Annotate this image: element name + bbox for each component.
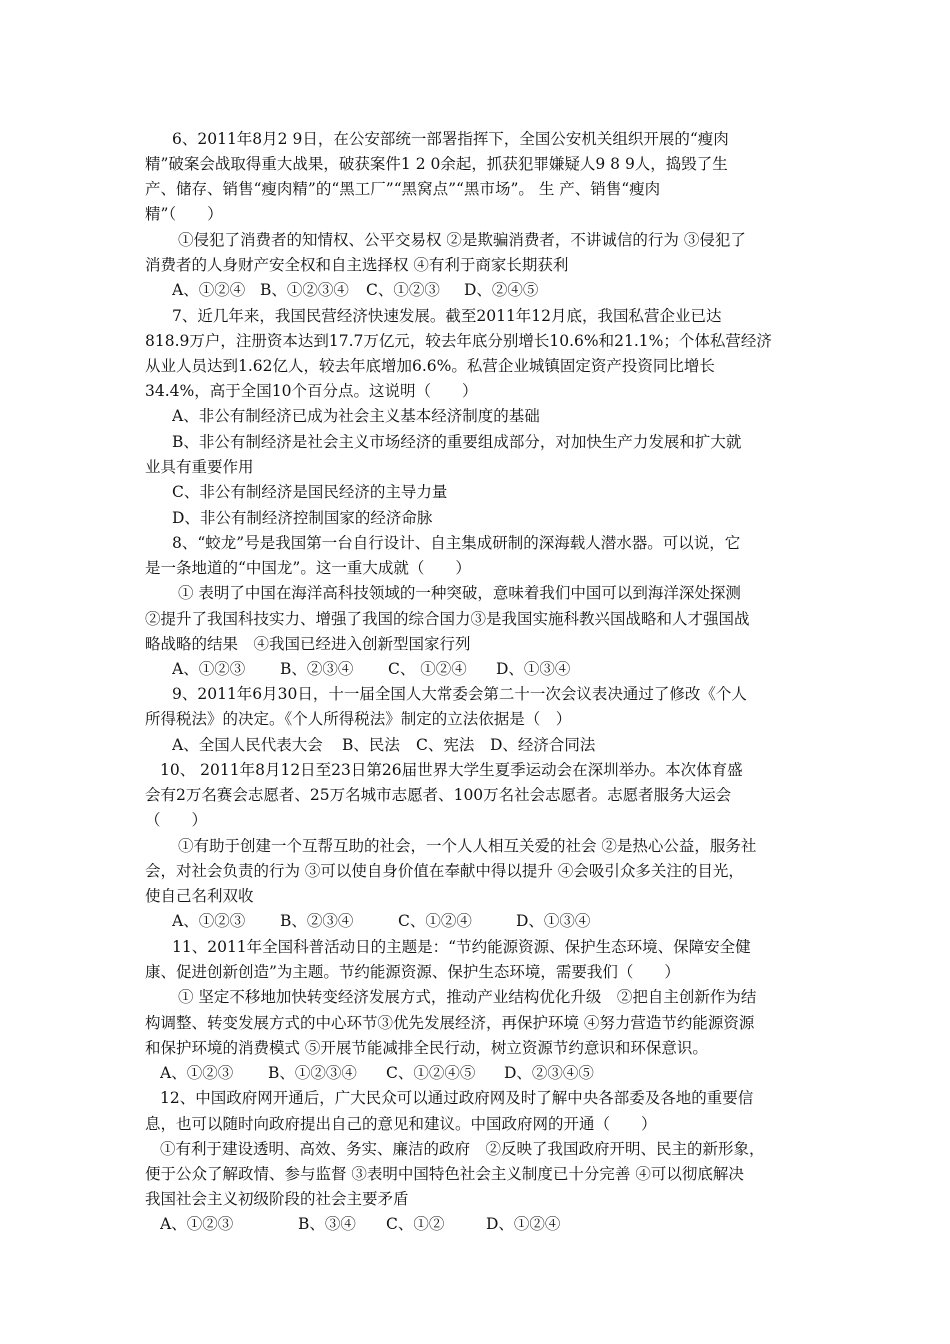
- q12-option-d: D、①②④: [486, 1215, 561, 1233]
- q10-line-6: 使自己名利双收: [145, 887, 254, 905]
- q12-options: [160, 1212, 835, 1236]
- q10-option-b: B、②③④: [280, 912, 354, 930]
- q11-option-b: B、①②③④: [268, 1064, 357, 1082]
- q7-line-1: 7、近几年来，我国民营经济快速发展。截至2011年12月底，我国私营企业已达: [172, 307, 722, 325]
- q9-option-c: C、宪法: [416, 736, 475, 754]
- q7-option-d: D、非公有制经济控制国家的经济命脉: [172, 509, 433, 527]
- q10-line-3: （ ）: [145, 811, 208, 829]
- q10-line-2: 会有2万名赛会志愿者、25万名城市志愿者、100万名社会志愿者。志愿者服务大运会: [145, 786, 732, 804]
- q11-line-4: 构调整、转变发展方式的中心环节③优先发展经济，再保护环境 ④努力营造节约能源资源: [145, 1014, 755, 1032]
- q12-line-5: 我国社会主义初级阶段的社会主要矛盾: [145, 1190, 409, 1208]
- q6-option-b: B、①②③④: [260, 281, 349, 299]
- q10-option-c: C、①②④: [398, 912, 472, 930]
- q11-option-a: A、①②③: [160, 1064, 234, 1082]
- q6-line-1: 6、2011年8月2 9日，在公安部统一部署指挥下，全国公安机关组织开展的“瘦肉: [172, 130, 729, 148]
- q8-line-5: 略战略的结果 ④我国已经进入创新型国家行列: [145, 635, 471, 653]
- q8-line-2: 是一条地道的“中国龙”。这一重大成就（ ）: [145, 559, 471, 577]
- q10-option-d: D、①③④: [516, 912, 591, 930]
- q10-option-a: A、①②③: [172, 912, 246, 930]
- q7-option-c: C、非公有制经济是国民经济的主导力量: [172, 483, 448, 501]
- q8-option-a: A、①②③: [172, 660, 246, 678]
- q12-option-a: A、①②③: [160, 1215, 234, 1233]
- q9-option-d: D、经济合同法: [490, 736, 596, 754]
- q7-option-a: A、非公有制经济已成为社会主义基本经济制度的基础: [172, 407, 540, 425]
- q11-line-2: 康、促进创新创造”为主题。节约能源资源、保护生态环境，需要我们（ ）: [145, 963, 680, 981]
- q8-line-1: 8、“蛟龙”号是我国第一台自行设计、自主集成研制的深海载人潜水器。可以说，它: [172, 534, 741, 552]
- q9-options: [172, 733, 847, 757]
- q7-option-b: B、非公有制经济是社会主义市场经济的重要组成部分，对加快生产力发展和扩大就: [172, 433, 742, 451]
- q6-option-a: A、①②④: [172, 281, 246, 299]
- q11-line-1: 11、2011年全国科普活动日的主题是：“节约能源资源、保护生态环境、保障安全健: [172, 938, 751, 956]
- q9-line-2: 所得税法》的决定。《个人所得税法》制定的立法依据是（ ）: [145, 710, 572, 728]
- q6-line-3: 产、储存、销售“瘦肉精”的“黑工厂”“黑窝点”“黑市场”。 生 产、销售“瘦肉: [145, 180, 661, 198]
- q6-line-2: 精”破案会战取得重大战果，破获案件1 2 0余起，抓获犯罪嫌疑人9 8 9人，捣毁了生: [145, 155, 728, 173]
- q10-line-4: ①有助于创建一个互帮互助的社会，一个人人相互关爱的社会 ②是热心公益，服务社: [178, 837, 757, 855]
- q10-line-1: 10、 2011年8月12日至23日第26届世界大学生夏季运动会在深圳举办。本次体育盛: [160, 761, 743, 779]
- q9-option-a: A、全国人民代表大会: [172, 736, 323, 754]
- q12-option-b: B、③④: [298, 1215, 356, 1233]
- q11-options: [160, 1061, 835, 1085]
- q11-line-5: 和保护环境的消费模式 ⑤开展节能减排全民行动，树立资源节约意识和环保意识。: [145, 1039, 708, 1057]
- q8-line-3: ① 表明了中国在海洋高科技领域的一种突破，意味着我们中国可以到海洋深处探测: [178, 584, 741, 602]
- q7-line-4: 34.4%，高于全国10个百分点。这说明（ ）: [145, 382, 478, 400]
- q8-option-d: D、①③④: [496, 660, 571, 678]
- q12-line-4: 便于公众了解政情、参与监督 ③表明中国特色社会主义制度已十分完善 ④可以彻底解决: [145, 1165, 744, 1183]
- q11-option-d: D、②③④⑤: [504, 1064, 594, 1082]
- q11-line-3: ① 坚定不移地加快转变经济发展方式，推动产业结构优化升级 ②把自主创新作为结: [178, 988, 757, 1006]
- q12-line-3: ①有利于建设透明、高效、务实、廉洁的政府 ②反映了我国政府开明、民主的新形象，: [160, 1140, 765, 1158]
- q10-options: [172, 909, 847, 933]
- q7-option-b-cont: 业具有重要作用: [145, 458, 254, 476]
- q12-line-1: 12、中国政府网开通后，广大民众可以通过政府网及时了解中央各部委及各地的重要信: [160, 1089, 754, 1107]
- q7-line-3: 从业人员达到1.62亿人，较去年底增加6.6%。私营企业城镇固定资产投资同比增长: [145, 357, 715, 375]
- q12-option-c: C、①②: [386, 1215, 445, 1233]
- q8-options: [172, 657, 847, 681]
- q6-line-4: 精”（ ）: [145, 205, 223, 223]
- q7-line-2: 818.9万户，注册资本达到17.7万亿元，较去年底分别增长10.6%和21.1%；个体私营经济: [145, 332, 772, 350]
- q6-line-6: 消费者的人身财产安全权和自主选择权 ④有利于商家长期获利: [145, 256, 569, 274]
- q6-line-5: ①侵犯了消费者的知情权、公平交易权 ②是欺骗消费者，不讲诚信的行为 ③侵犯了: [178, 231, 746, 249]
- q8-option-c: C、 ①②④: [388, 660, 467, 678]
- q12-line-2: 息，也可以随时向政府提出自己的意见和建议。中国政府网的开通（ ）: [145, 1115, 657, 1133]
- q9-line-1: 9、2011年6月30日，十一届全国人大常委会第二十一次会议表决通过了修改《个人: [172, 685, 747, 703]
- q11-option-c: C、①②④⑤: [386, 1064, 476, 1082]
- q6-option-d: D、②④⑤: [464, 281, 539, 299]
- q8-option-b: B、②③④: [280, 660, 354, 678]
- q8-line-4: ②提升了我国科技实力、增强了我国的综合国力③是我国实施科教兴国战略和人才强国战: [145, 610, 750, 628]
- q9-option-b: B、民法: [342, 736, 400, 754]
- q10-line-5: 会，对社会负责的行为 ③可以使自身价值在奉献中得以提升 ④会吸引众多关注的目光，: [145, 862, 744, 880]
- q6-option-c: C、①②③: [366, 281, 440, 299]
- q6-options: [172, 278, 847, 302]
